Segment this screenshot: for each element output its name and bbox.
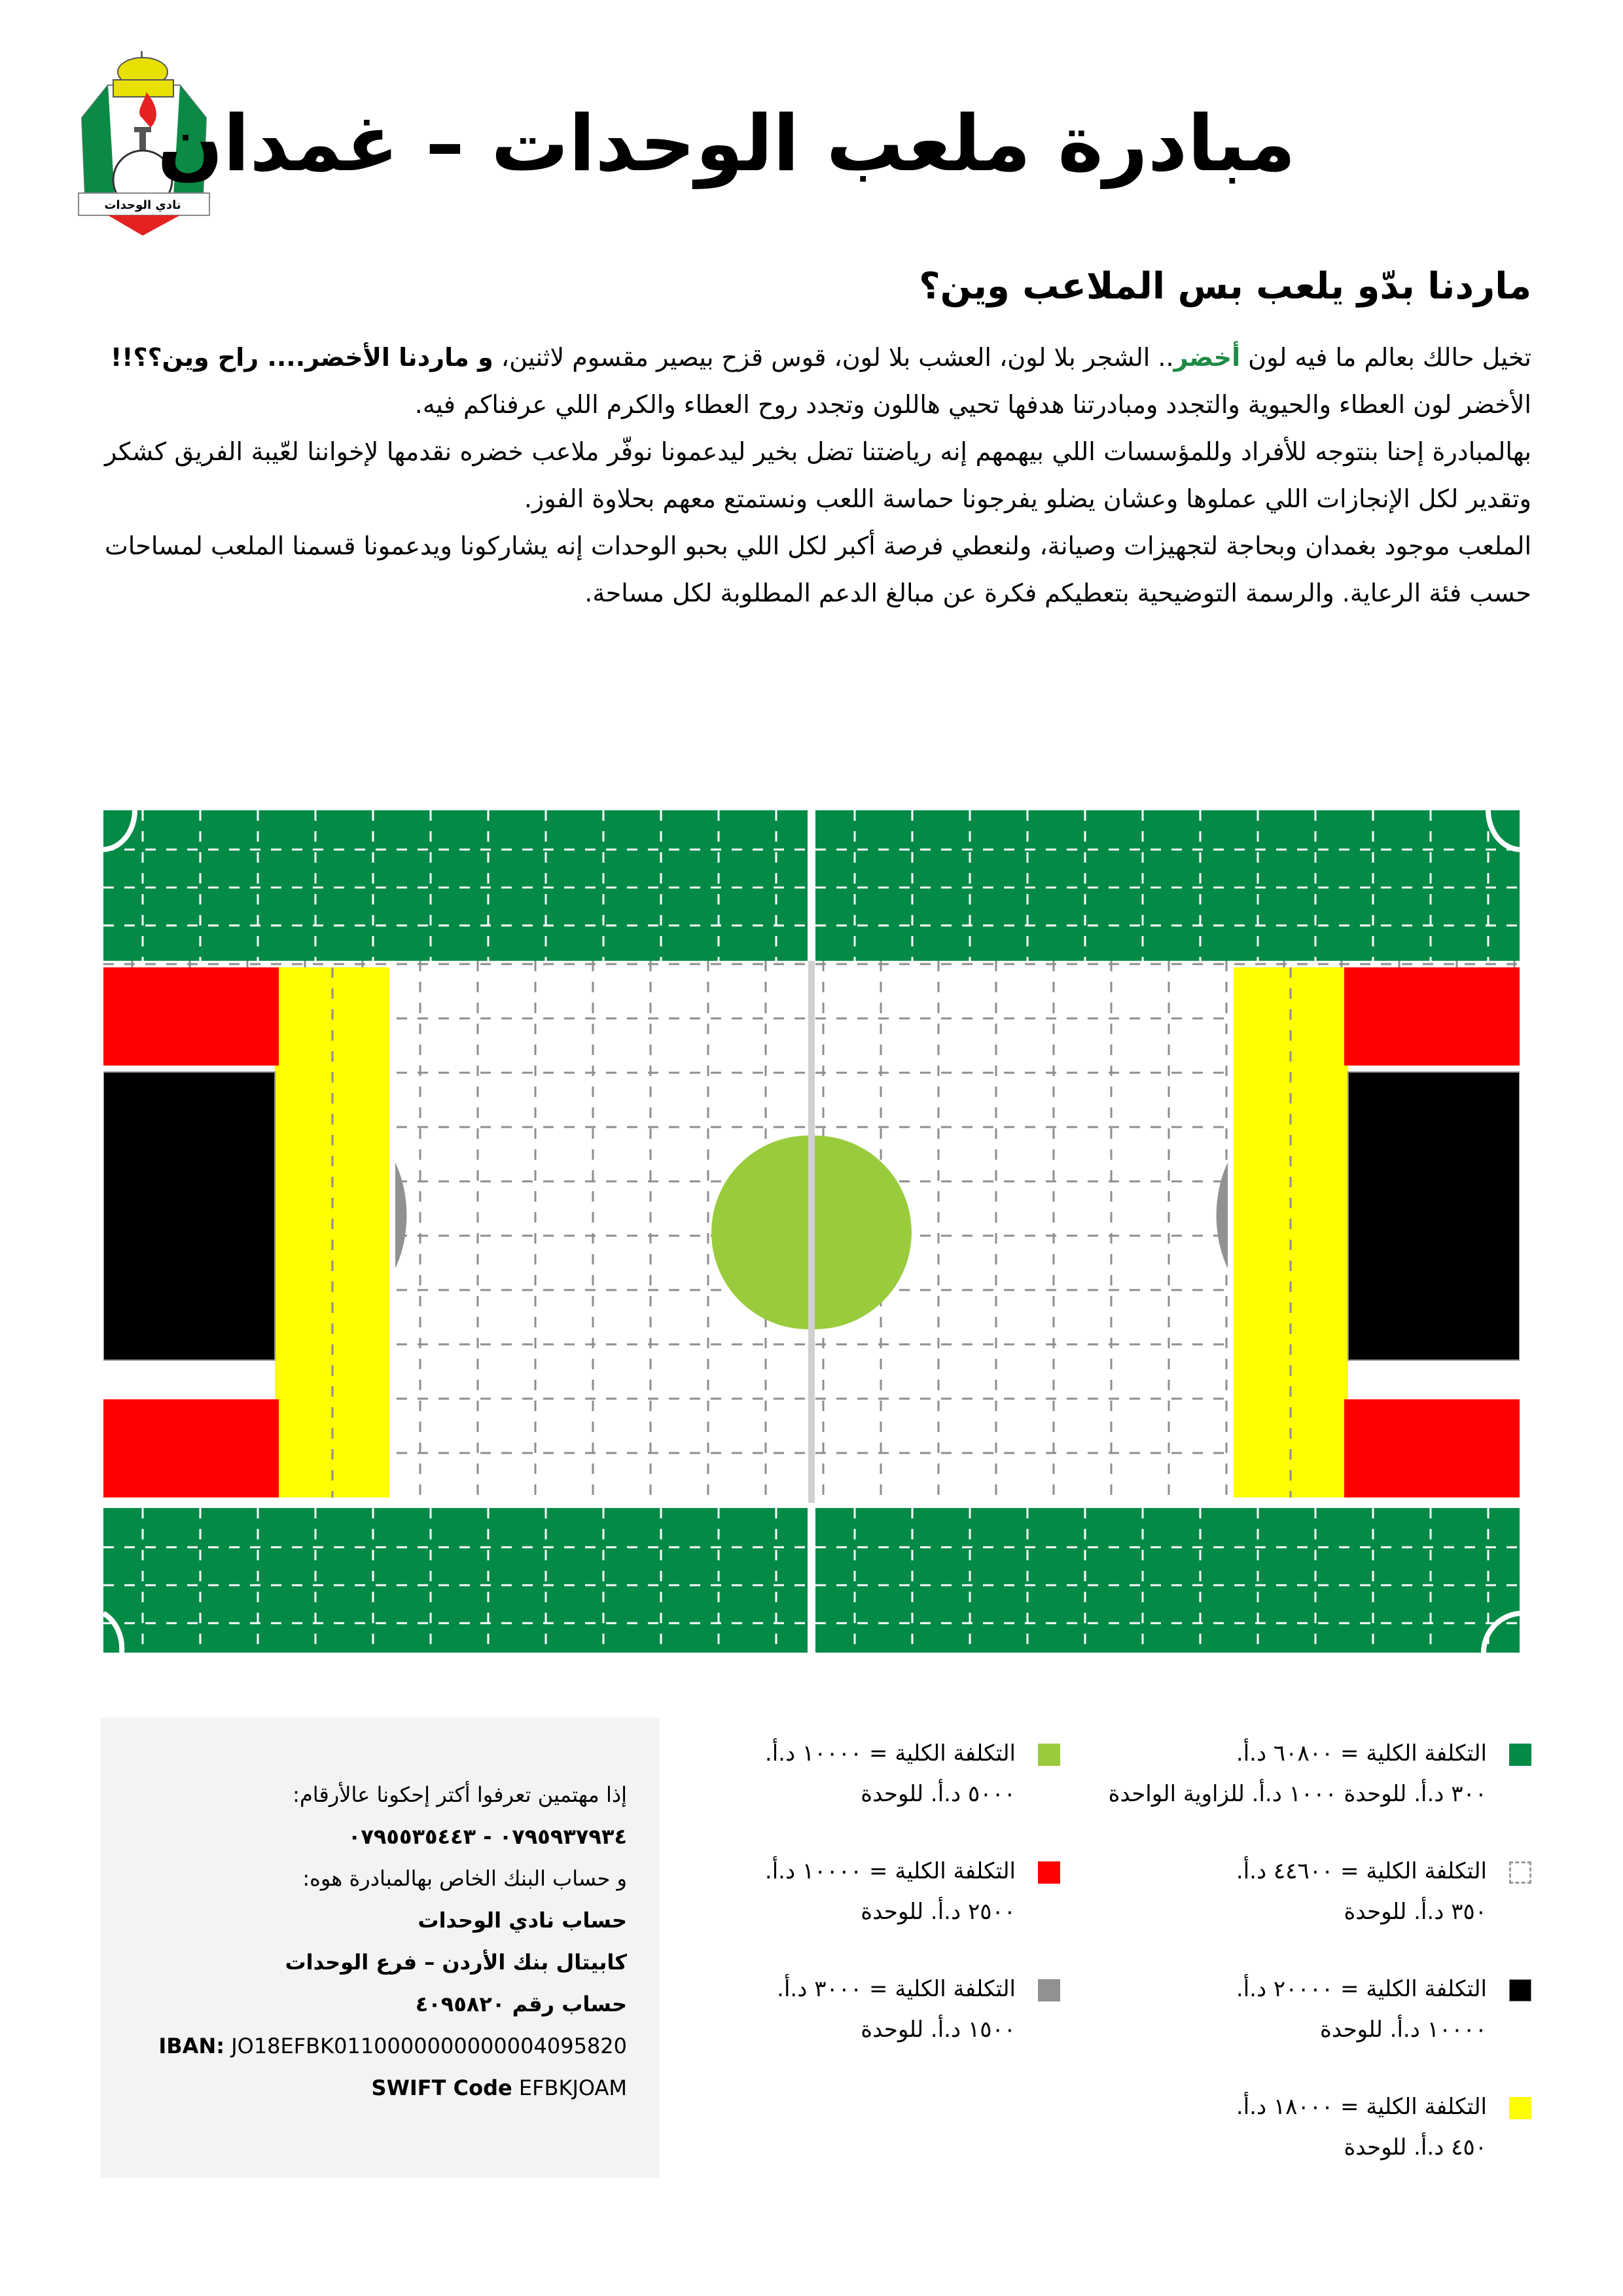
intro-paragraph-4: الملعب موجود بغمدان وبحاجة لتجهيزات وصيانة، ولنعطي فرصة أكبر لكل اللي بحبو الوحدات إنه يشاركونا ويدعمونا قسمنا الملعب لمساحات حسب فئة الرعاية. والرسمة التوضيحية بتعطيكم فكرة عن مبالغ الدعم المطلوبة لكل مساحة. — [105, 531, 1531, 607]
left-red-zone-top — [103, 967, 279, 1066]
account-name: حساب نادي الوحدات — [418, 1908, 627, 1933]
legend-item — [765, 1969, 1060, 2050]
legend-total-line — [1109, 1969, 1531, 2009]
right-black-goal-zone — [1348, 1072, 1520, 1360]
legend-item — [1109, 1969, 1531, 2050]
legend-unit-text: ٥٠٠٠ د.أ. للوحدة — [861, 1781, 1016, 1807]
pitch-svg — [103, 810, 1520, 1653]
legend-unit-text: ١٥٠٠ د.أ. للوحدة — [861, 2017, 1016, 2043]
svg-text:نادي الوحدات: نادي الوحدات — [104, 198, 181, 212]
legend-total-text: التكلفة الكلية = ١٠٠٠٠ د.أ. — [764, 1858, 1016, 1884]
intro-paragraph-2: الأخضر لون العطاء والحيوية والتجدد ومبادرتنا هدفها تحيي هاللون وتجدد روح العطاء والكرم اللي عرفناكم فيه. — [414, 390, 1531, 419]
midline — [808, 961, 815, 1503]
account-number: حساب رقم ٤٠٩٥٨٢٠ — [415, 1992, 627, 2017]
page-title: مبادرة ملعب الوحدات – غمدان — [157, 98, 1296, 188]
legend-swatch-yellow — [1509, 2097, 1531, 2119]
iban-label: IBAN: — [158, 2034, 225, 2058]
phone-numbers[interactable]: ٠٧٩٥٩٣٧٩٣٤ - ٠٧٩٥٥٣٥٤٤٣ — [348, 1824, 627, 1849]
intro-paragraph-3: بهالمبادرة إحنا بنتوجه للأفراد وللمؤسسات اللي بيهمهم إنه رياضتنا تضل بخير ليدعمونا نوفّر ملاعب خضره نقدمها لإخواننا لعّيبة الفريق كشكر وتقدير لكل الإنجازات اللي عملوها وعشان يضلو يفرجونا حماسة اللعب ونستمتع معهم بحلاوة الفوز. — [105, 437, 1531, 513]
legend-total-text: التكلفة الكلية = ١٨٠٠٠ د.أ. — [1236, 2094, 1487, 2120]
legend-unit-line — [1109, 2127, 1531, 2168]
legend-unit-line — [765, 2009, 1060, 2050]
left-black-goal-zone — [103, 1072, 275, 1360]
iban-line — [158, 2025, 627, 2067]
legend-total-line — [1109, 2087, 1531, 2127]
legend-item — [765, 1851, 1060, 1932]
legend-total-line — [1109, 1851, 1531, 1892]
legend-unit-line — [765, 1774, 1060, 1814]
legend-total-text: التكلفة الكلية = ٢٠٠٠٠ د.أ. — [1236, 1976, 1487, 2002]
contact-intro: إذا مهتمين تعرفوا أكتر إحكونا عالأرقام: — [293, 1782, 627, 1807]
top-right-green-strip — [815, 810, 1520, 961]
legend-swatch-red — [1038, 1861, 1060, 1884]
top-left-green-strip — [103, 810, 808, 961]
legend-total-text: التكلفة الكلية = ٤٤٦٠٠ د.أ. — [1236, 1858, 1487, 1884]
bottom-left-green-strip — [103, 1508, 808, 1653]
legend-unit-line — [765, 1892, 1060, 1932]
p1-text-a: تخيل حالك بعالم ما فيه لون — [1240, 343, 1531, 372]
legend-item — [765, 1733, 1060, 1814]
right-yellow-zone — [1234, 967, 1348, 1498]
right-red-zone-top — [1344, 967, 1520, 1066]
swift-line — [158, 2067, 627, 2109]
legend-swatch-light-green — [1038, 1744, 1060, 1766]
legend-middle-column — [765, 1733, 1060, 2087]
legend-total-line — [765, 1969, 1060, 2009]
legend-total-line — [1109, 1733, 1531, 1774]
legend-unit-text: ٤٥٠ د.أ. للوحدة — [1344, 2134, 1487, 2161]
legend-unit-text: ١٠٠٠٠ د.أ. للوحدة — [1320, 2017, 1487, 2043]
legend-unit-text: ٣٥٠ د.أ. للوحدة — [1344, 1899, 1487, 1925]
legend-total-line — [765, 1733, 1060, 1774]
swift-label: SWIFT Code — [371, 2075, 512, 2100]
legend-total-line — [765, 1851, 1060, 1892]
legend-total-text: التكلفة الكلية = ١٠٠٠٠ د.أ. — [764, 1740, 1016, 1767]
legend-unit-text: ٣٠٠ د.أ. للوحدة ١٠٠٠ د.أ. للزاوية الواحدة — [1108, 1781, 1487, 1807]
bank-name: كابيتال بنك الأردن – فرع الوحدات — [285, 1950, 627, 1975]
right-red-zone-bottom — [1344, 1399, 1520, 1498]
p1-bold-text: و ماردنا الأخضر.... راح وين؟؟!! — [110, 343, 493, 372]
legend-swatch-black — [1509, 1979, 1531, 2001]
legend-right-column — [1109, 1733, 1531, 2204]
legend-total-text: التكلفة الكلية = ٦٠٨٠٠ د.أ. — [1236, 1740, 1487, 1767]
intro-text — [105, 334, 1531, 617]
p1-text-b: .. الشجر بلا لون، العشب بلا لون، قوس قزح بيصير مقسوم لاثنين، — [493, 343, 1174, 372]
contact-box — [101, 1717, 660, 2178]
legend-total-text: التكلفة الكلية = ٣٠٠٠ د.أ. — [777, 1976, 1016, 2002]
bank-intro: و حساب البنك الخاص بهالمبادرة هوه: — [302, 1866, 627, 1891]
iban-value: JO18EFBK0110000000000004095820 — [231, 2034, 627, 2058]
legend-swatch-green — [1509, 1744, 1531, 1766]
bottom-right-green-strip — [815, 1508, 1520, 1653]
section-subtitle: ماردنا بدّو يلعب بس الملاعب وين؟ — [919, 265, 1531, 308]
legend-unit-line — [1109, 2009, 1531, 2050]
legend-swatch-dashed-white — [1509, 1861, 1531, 1884]
pitch-diagram — [103, 810, 1520, 1653]
legend-item — [1109, 1851, 1531, 1932]
green-highlight-word: أخضر — [1173, 343, 1241, 372]
intro-paragraph-1 — [105, 334, 1531, 381]
legend-unit-text: ٢٥٠٠ د.أ. للوحدة — [861, 1899, 1016, 1925]
left-red-zone-bottom — [103, 1399, 279, 1498]
left-yellow-zone — [275, 967, 389, 1498]
swift-value: EFBKJOAM — [518, 2075, 627, 2100]
legend-item — [1109, 1733, 1531, 1814]
legend-item — [1109, 2087, 1531, 2168]
legend-unit-line — [1109, 1774, 1531, 1814]
legend-swatch-grey — [1038, 1979, 1060, 2001]
legend-unit-line — [1109, 1892, 1531, 1932]
